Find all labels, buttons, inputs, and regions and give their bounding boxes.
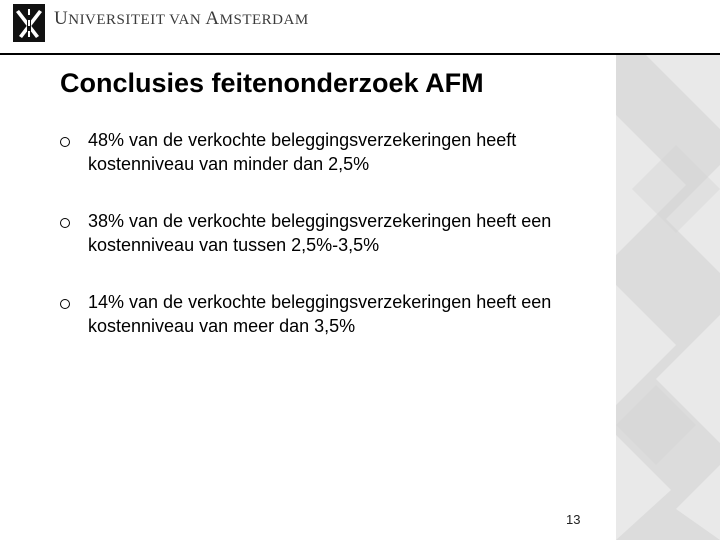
bullet-line: 14% van de verkochte beleggingsverzekeringen heeft een (88, 292, 552, 312)
header-divider (0, 53, 720, 55)
bullet-circle-icon (60, 218, 70, 228)
list-item (60, 128, 610, 176)
bullet-line: 38% van de verkochte beleggingsverzekeringen heeft een (88, 211, 552, 231)
university-logo-icon (13, 4, 45, 42)
bullet-list (60, 128, 610, 371)
bullet-line: kostenniveau van tussen 2,5%-3,5% (88, 235, 380, 255)
bullet-line: kostenniveau van minder dan 2,5% (88, 154, 370, 174)
university-name: UNIVERSITEIT VAN AMSTERDAM (54, 8, 309, 29)
list-item (60, 209, 610, 257)
list-item (60, 290, 610, 338)
bullet-line: kostenniveau van meer dan 3,5% (88, 316, 356, 336)
bullet-line: 48% van de verkochte beleggingsverzekeringen heeft (88, 130, 517, 150)
decorative-side-panel (616, 55, 720, 540)
bullet-circle-icon (60, 137, 70, 147)
page-number: 13 (566, 512, 581, 527)
diamond-pattern-icon (616, 55, 720, 540)
bullet-circle-icon (60, 299, 70, 309)
header (0, 0, 720, 54)
slide-title: Conclusies feitenonderzoek AFM (60, 68, 484, 98)
